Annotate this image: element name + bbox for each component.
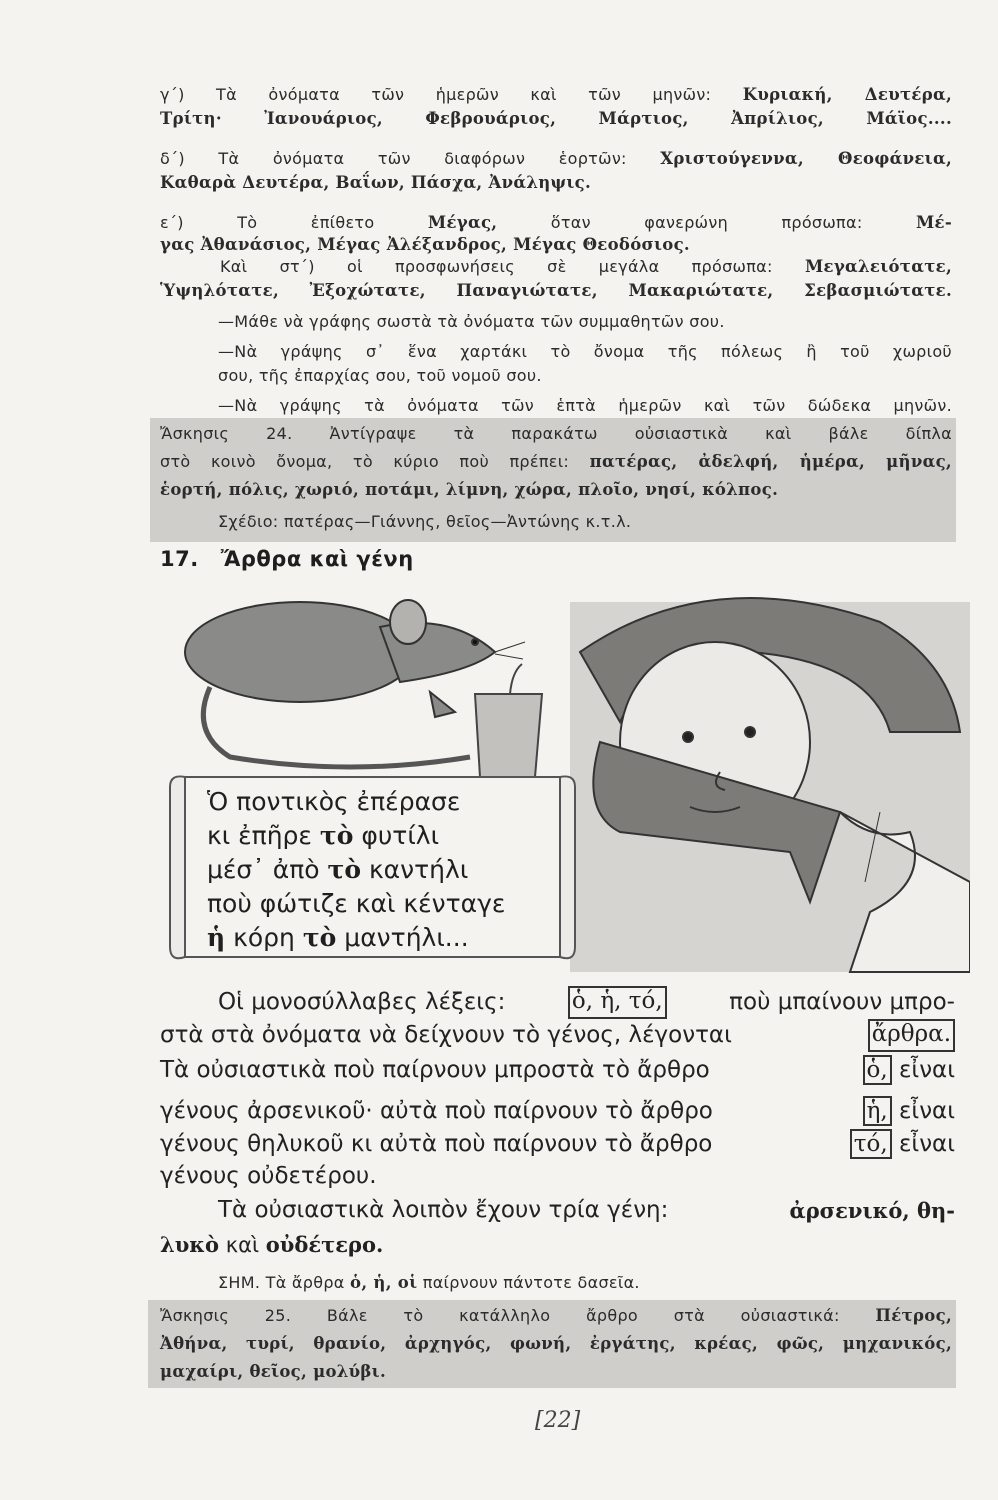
text-span: δ΄) Τὰ ὀνόματα τῶν διαφόρων ἑορτῶν: <box>160 149 627 168</box>
article-box: ὁ, <box>863 1055 892 1085</box>
article-box: ὁ, ἡ, τό, <box>568 986 667 1019</box>
text-span: κι ἐπῆρε <box>207 821 312 850</box>
exercise-24-line: Ἄσκησις 24. Ἀντίγραψε τὰ παρακάτω οὐσιαστικὰ καὶ βάλε δίπλα <box>160 424 952 443</box>
bold-text: πατέρας, ἀδελφή, ἡμέρα, μῆνας, <box>589 452 952 471</box>
text-line: Τρίτη· Ἰανουάριος, Φεβρουάριος, Μάρτιος, Ἀπρίλιος, Μάϊος.... <box>160 109 952 128</box>
text-span: Οἱ μονοσύλλαβες λέξεις: <box>218 989 506 1015</box>
poem-line: Ὁ ποντικὸς ἐπέρασε <box>207 787 461 816</box>
article-box: τό, <box>850 1129 892 1159</box>
section-title: Ἄρθρα καὶ γένη <box>220 547 414 571</box>
lesson-line <box>160 1095 955 1128</box>
exercise-24-line <box>160 451 952 473</box>
lesson-line <box>218 1194 955 1227</box>
text-line: γας Ἀθανάσιος, Μέγας Ἀλέξανδρος, Μέγας Θεοδόσιος. <box>160 235 690 254</box>
text-span: γένους ἀρσενικοῦ· αὐτὰ ποὺ παίρνουν τὸ ἄρθρο <box>160 1098 713 1124</box>
text-span: στὸ κοινὸ ὄνομα, τὸ κύριο ποὺ πρέπει: <box>160 452 570 471</box>
text-line: Ὑψηλότατε, Ἐξοχώτατε, Παναγιώτατε, Μακαριώτατε, Σεβασμιώτατε. <box>160 281 952 300</box>
text-span: κόρη <box>233 923 295 952</box>
article: τὸ <box>302 923 337 952</box>
text-span: εἶναι <box>898 1131 955 1157</box>
text-line <box>160 148 952 170</box>
text-span: Καὶ στ΄) οἱ προσφωνήσεις σὲ μεγάλα πρόσωπα: <box>220 257 773 276</box>
exercise-24-line: Σχέδιο: πατέρας—Γιάννης, θεῖος—Ἀντώνης κ.τ.λ. <box>218 512 632 531</box>
bold-text: Χριστούγεννα, Θεοφάνεια, <box>660 149 952 168</box>
text-span: στὰ στὰ ὀνόματα νὰ δείχνουν τὸ γένος, λέγονται <box>160 1022 732 1048</box>
text-span: εἶναι <box>898 1098 955 1124</box>
bold-text: οὐδέτερο. <box>265 1232 384 1257</box>
text-span: ε΄) Τὸ ἐπίθετο <box>160 213 375 232</box>
text-span: εἶναι <box>898 1057 955 1083</box>
bold-text: Πέτρος, <box>875 1306 953 1325</box>
bold-text: ὁ, ἡ, οἱ <box>350 1273 418 1292</box>
lesson-line <box>160 1054 955 1087</box>
bold-text: ἀρσενικό, θη- <box>789 1198 955 1223</box>
text-span: καντήλι <box>368 855 469 884</box>
exercise-25-line: Ἀθήνα, τυρί, θρανίο, ἀρχηγός, φωνή, ἐργάτης, κρέας, φῶς, μηχανικός, <box>160 1334 952 1353</box>
glass-drawing <box>475 664 542 777</box>
bold-text: Μεγαλειότατε, <box>804 257 952 276</box>
text-line: —Νὰ γράψης σ᾽ ἕνα χαρτάκι τὸ ὄνομα τῆς πόλεως ἢ τοῦ χωριοῦ <box>218 342 952 361</box>
bold-text: Κυριακή, Δευτέρα, <box>742 85 953 104</box>
lesson-line <box>160 1228 955 1262</box>
text-span: Ἄσκησις 25. Βάλε τὸ κατάλληλο ἄρθρο στὰ οὐσιαστικά: <box>160 1306 840 1325</box>
text-span: μαντήλι... <box>344 923 469 952</box>
text-span: Τὰ οὐσιαστικὰ λοιπὸν ἔχουν τρία γένη: <box>218 1197 669 1223</box>
bold-text: λυκὸ <box>160 1232 220 1257</box>
poem-line <box>207 853 567 887</box>
article: ἡ <box>207 923 226 952</box>
bold-text: Μέ- <box>915 213 952 232</box>
text-span: γ΄) Τὰ ὀνόματα τῶν ἡμερῶν καὶ τῶν μηνῶν: <box>160 85 712 104</box>
poem-line: ποὺ φώτιζε καὶ κένταγε <box>207 889 506 918</box>
lesson-line <box>160 1128 955 1161</box>
text-span: μέσ᾽ ἀπὸ <box>207 855 320 884</box>
poem-line <box>207 921 567 955</box>
text-span: γένους θηλυκοῦ κι αὐτὰ ποὺ παίρνουν τὸ ἄρθρο <box>160 1131 713 1157</box>
article: τὸ <box>319 821 354 850</box>
text-line <box>160 256 952 278</box>
text-line: —Νὰ γράψης τὰ ὀνόματα τῶν ἑπτὰ ἡμερῶν καὶ τῶν δώδεκα μηνῶν. <box>218 396 952 415</box>
bold-text: Μέγας, <box>427 213 498 232</box>
lesson-line: γένους οὐδετέρου. <box>160 1163 377 1189</box>
text-span: Τὰ οὐσιαστικὰ ποὺ παίρνουν μπροστὰ τὸ ἄρθρο <box>160 1057 710 1083</box>
lesson-line <box>160 1019 955 1052</box>
article-box: ἡ, <box>863 1096 892 1126</box>
text-span: ΣΗΜ. Τὰ ἄρθρα <box>218 1273 345 1292</box>
text-span: ὅταν φανερώνη πρόσωπα: <box>550 213 863 232</box>
text-line: σου, τῆς ἐπαρχίας σου, τοῦ νομοῦ σου. <box>218 366 542 385</box>
article-box: ἄρθρα. <box>868 1019 955 1052</box>
lesson-line <box>218 986 955 1019</box>
text-span: φυτίλι <box>361 821 440 850</box>
section-heading <box>160 547 414 571</box>
text-line <box>160 212 952 234</box>
poem-line <box>207 819 567 853</box>
note-line <box>218 1272 998 1294</box>
poem <box>207 785 567 955</box>
text-span: παίρνουν πάντοτε δασεῖα. <box>422 1273 640 1292</box>
section-number: 17. <box>160 547 199 571</box>
exercise-24-line: ἑορτή, πόλις, χωριό, ποτάμι, λίμνη, χώρα, πλοῖο, νησί, κόλπος. <box>160 480 779 499</box>
article: τὸ <box>327 855 361 884</box>
text-line: —Μάθε νὰ γράφης σωστὰ τὰ ὀνόματα τῶν συμμαθητῶν σου. <box>218 312 725 331</box>
page-number: [22] <box>535 1408 581 1433</box>
exercise-25-line <box>160 1305 952 1327</box>
exercise-25-line: μαχαίρι, θεῖος, μολύβι. <box>160 1362 387 1381</box>
text-span: ποὺ μπαίνουν μπρο- <box>729 989 955 1015</box>
mouse-drawing <box>185 600 525 767</box>
text-line: Καθαρὰ Δευτέρα, Βαΐων, Πάσχα, Ἀνάληψις. <box>160 173 592 192</box>
text-span: καὶ <box>225 1233 260 1257</box>
text-line <box>160 84 952 106</box>
